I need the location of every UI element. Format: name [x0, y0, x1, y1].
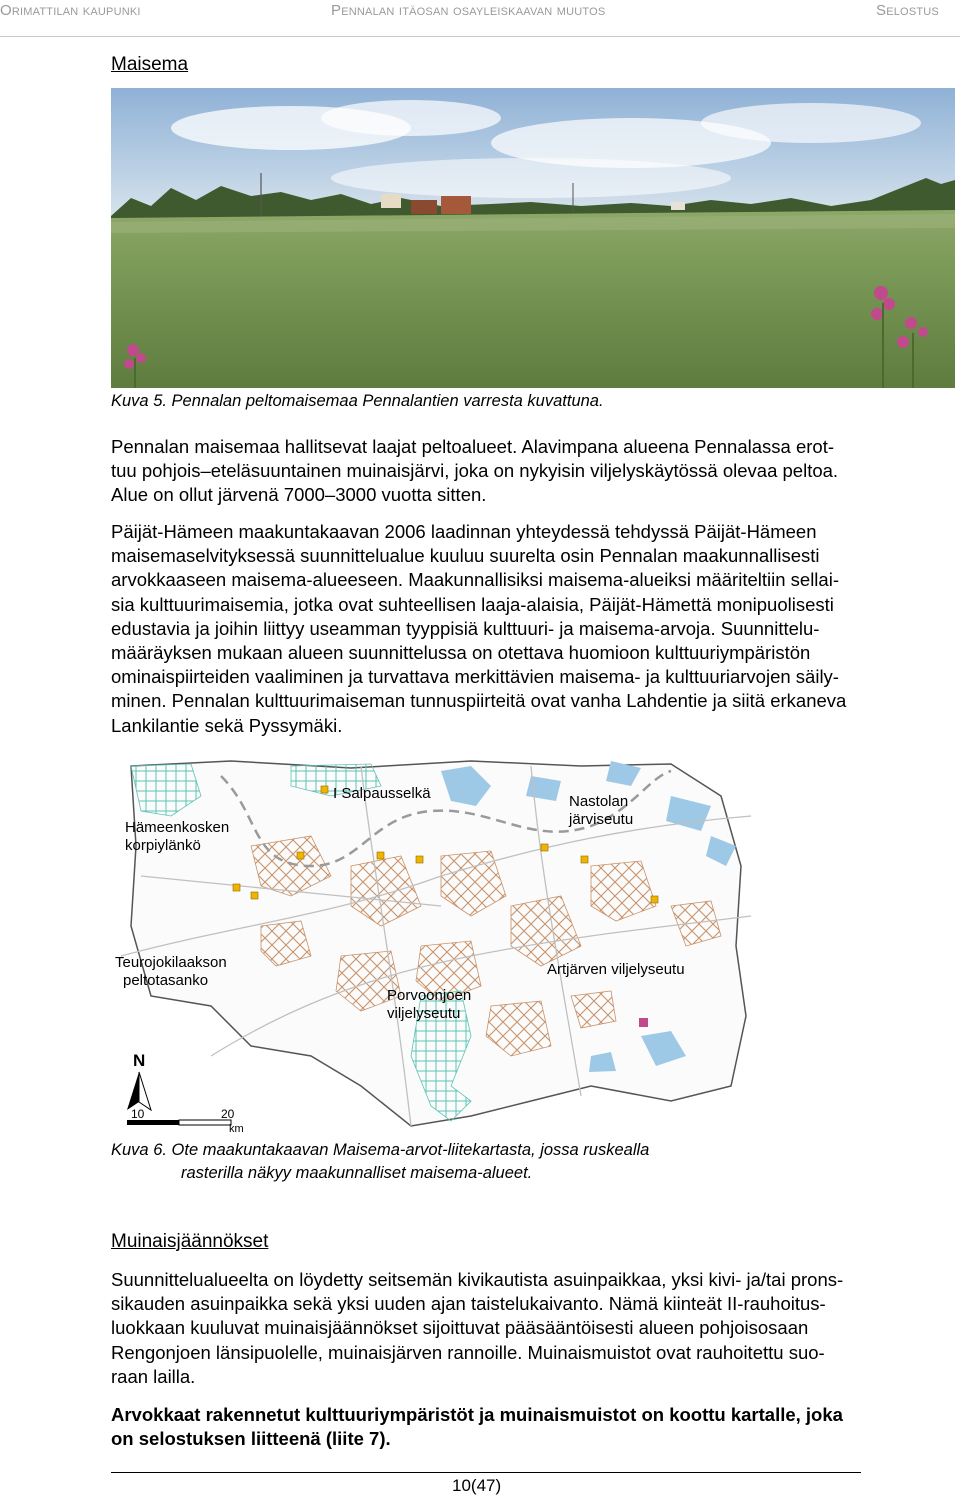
- figure-5-caption: Kuva 5. Pennalan peltomaisemaa Pennalantien varresta kuvattuna.: [111, 392, 604, 410]
- paragraph-regional-landscape: [111, 520, 960, 738]
- text-line: minen. Pennalan kulttuurimaiseman tunnuspiirteitä ovat vanha Lahdentie ja siitä erkaneva: [111, 690, 847, 712]
- map-label-hameenkoski-1: Hämeenkosken: [125, 819, 230, 836]
- footer-rule: [111, 1472, 861, 1473]
- text-line: sikauden asuinpaikka sekä yksi uuden ajan taistelukaivanto. Nämä kiinteät II-rauhoitus-: [111, 1293, 826, 1315]
- page-number: 10(47): [452, 1476, 502, 1495]
- paragraph-landscape-intro: [111, 435, 960, 508]
- text-line: määräyksen mukaan alueen suunnittelussa on otettava huomioon kulttuuriympäristön: [111, 642, 811, 664]
- scale-label-10: 10: [131, 1107, 145, 1121]
- text-line: Rengonjoen länsipuolelle, muinaisjärven rannoille. Muinaismuistot ovat rauhoitettu suo-: [111, 1341, 825, 1363]
- text-line: Päijät-Hämeen maakuntakaavan 2006 laadinnan yhteydessä tehdyssä Päijät-Hämeen: [111, 521, 817, 542]
- text-line: Pennalan maisemaa hallitsevat laajat peltoalueet. Alavimpana alueena Pennalassa erot-: [111, 436, 834, 457]
- figure-6-caption-line-1: Kuva 6. Ote maakuntakaavan Maisema-arvot-liitekartasta, jossa ruskealla: [111, 1141, 650, 1159]
- page-header: [0, 2, 960, 24]
- map-label-nastola-1: Nastolan: [569, 793, 629, 810]
- text-line: Lankilantie sekä Pyssymäki.: [111, 714, 343, 736]
- header-municipality: Orimattilan kaupunki: [0, 2, 141, 19]
- map-label-teurojoki-1: Teurojokilaakson: [115, 954, 227, 971]
- scale-label-20: 20: [221, 1107, 235, 1121]
- map-label-nastola-2: järviseutu: [569, 811, 634, 828]
- text-line: luokkaan kuuluvat muinaisjäännökset sijoittuvat pääsääntöisesti alueen pohjoisosaan: [111, 1317, 809, 1339]
- landscape-photo: [111, 88, 955, 388]
- text-line: raan lailla.: [111, 1365, 196, 1387]
- text-line: Alue on ollut järvenä 7000–3000 vuotta sitten.: [111, 484, 487, 506]
- map-label-artjarvi: Artjärven viljelyseutu: [547, 961, 685, 978]
- text-line: arvokkaaseen maisema-alueeseen. Maakunnallisiksi maisema-alueiksi määriteltiin sellai-: [111, 569, 839, 591]
- header-doc-type: Selostus: [876, 2, 939, 19]
- text-line: on selostuksen liitteenä (liite 7).: [111, 1428, 391, 1450]
- paragraph-ancient-remains: [111, 1268, 960, 1389]
- text-line: Suunnittelualueelta on löydetty seitsemän kivikautista asuinpaikkaa, yksi kivi- ja/tai prons-: [111, 1269, 844, 1290]
- map-label-teurojoki-2: peltotasanko: [123, 972, 209, 989]
- map-label-hameenkoski-2: korpiylänkö: [125, 837, 201, 854]
- header-rule: [0, 36, 960, 37]
- header-plan-title: Pennalan itäosan osayleiskaavan muutos: [331, 2, 606, 19]
- section-heading-maisema: Maisema: [111, 54, 189, 75]
- landscape-values-map: [111, 756, 756, 1134]
- section-heading-muinaisjaannokset: Muinaisjäännökset: [111, 1231, 269, 1252]
- map-label-porvoonjoki-2: viljelyseutu: [387, 1005, 461, 1022]
- scale-unit: km: [229, 1123, 244, 1134]
- north-label: N: [133, 1051, 146, 1070]
- map-label-porvoonjoki-1: Porvoonjoen: [387, 987, 472, 1004]
- paragraph-appendix-note: [111, 1403, 960, 1451]
- figure-6-caption-line-2: rasterilla näkyy maakunnalliset maisema-alueet.: [181, 1164, 533, 1182]
- text-line: ominaispiirteiden vaaliminen ja turvattava merkittävien maisema- ja kulttuuriarvojen säily-: [111, 666, 839, 688]
- text-line: Arvokkaat rakennetut kulttuuriympäristöt ja muinaismuistot on koottu kartalle, joka: [111, 1404, 843, 1425]
- text-line: edustavia ja joihin liittyy useamman tyyppisiä kulttuuri- ja maisema-arvoja. Suunnittelu-: [111, 617, 820, 639]
- text-line: maisemaselvityksessä suunnittelualue kuuluu suurelta osin Pennalan maakunnallisesti: [111, 545, 820, 567]
- text-line: tuu pohjois–eteläsuuntainen muinaisjärvi, joka on nykyisin viljelyskäytössä olevaa peltoa.: [111, 460, 839, 482]
- map-label-salpausselka: I Salpausselkä: [333, 785, 431, 802]
- text-line: sia kulttuurimaisemia, jotka ovat suhteellisen laaja-alaisia, Päijät-Hämettä monipuolisesti: [111, 593, 834, 615]
